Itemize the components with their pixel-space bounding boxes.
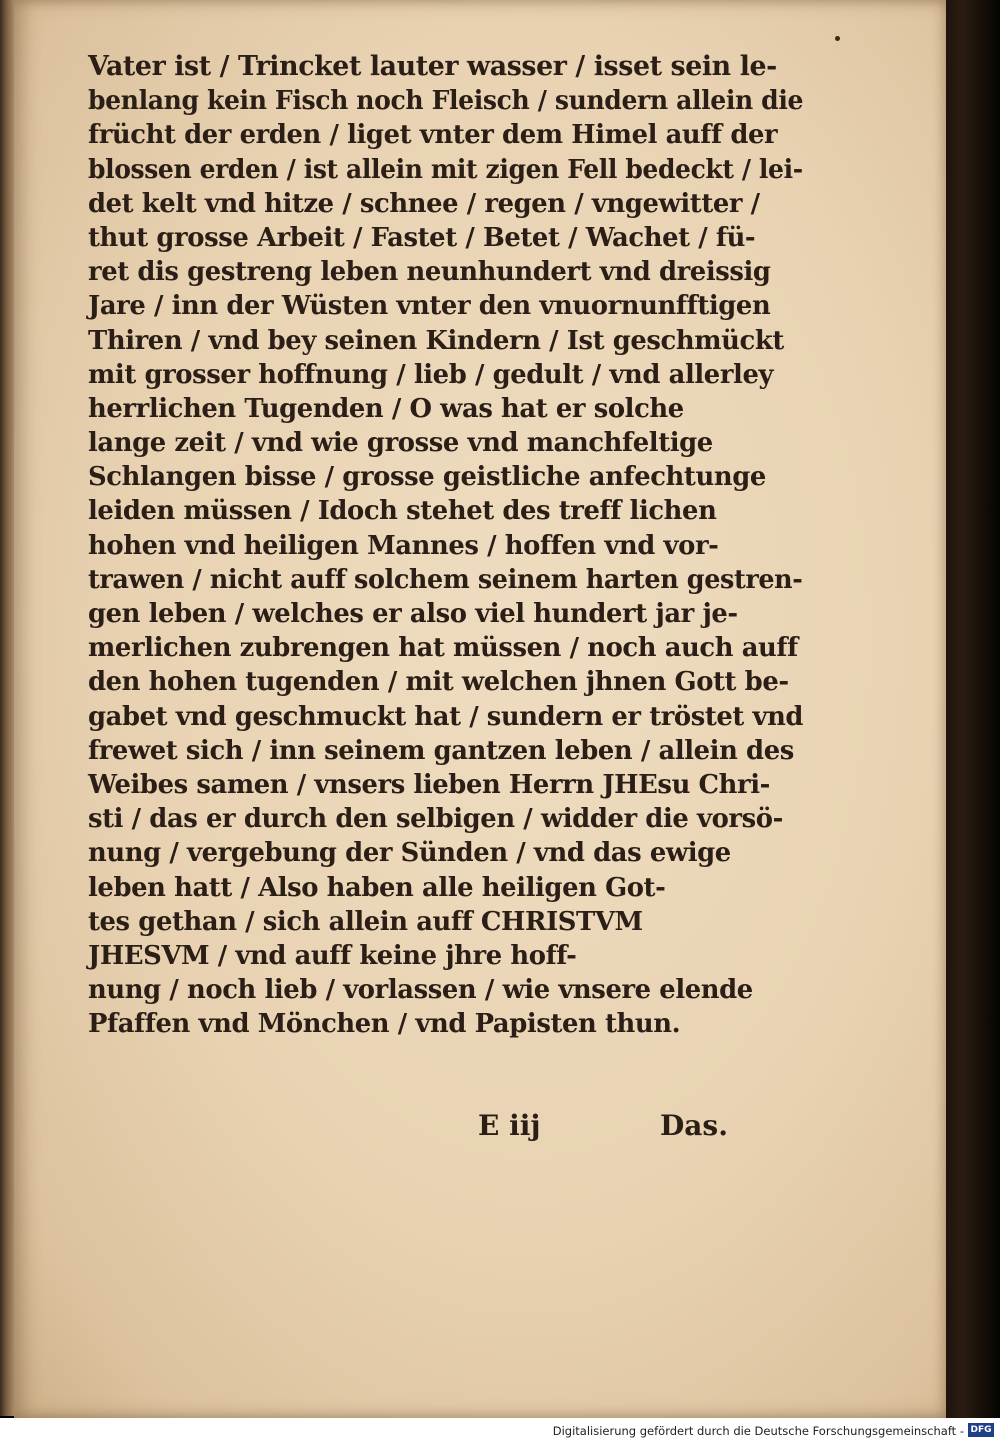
text-line: blossen erden / ist allein mit zigen Fell bedeckt / lei-	[88, 154, 803, 185]
signature-mark: E iij	[478, 1109, 541, 1142]
text-line: Thiren / vnd bey seinen Kindern / Ist geschmückt	[88, 325, 784, 356]
digitization-footer	[0, 1418, 1000, 1443]
text-line: trawen / nicht auff solchem seinem harten gestren-	[88, 564, 803, 595]
text-line: tes gethan / sich allein auff CHRISTVM	[88, 906, 643, 937]
page-fore-edge	[946, 0, 1000, 1418]
text-line: nung / vergebung der Sünden / vnd das ewige	[88, 838, 731, 869]
text-line: sti / das er durch den selbigen / widder die vorsö-	[88, 804, 783, 835]
text-line: Pfaffen vnd Mönchen / vnd Papisten thun.	[88, 1009, 681, 1040]
ink-speck	[835, 36, 840, 41]
text-line: merlichen zubrengen hat müssen / noch auch auff	[88, 633, 798, 664]
text-line: det kelt vnd hitze / schnee / regen / vngewitter /	[88, 188, 760, 219]
funding-credit: Digitalisierung gefördert durch die Deutsche Forschungsgemeinschaft -	[552, 1424, 964, 1438]
text-line: Weibes samen / vnsers lieben Herrn JHEsu Chri-	[88, 769, 771, 800]
text-line: Jare / inn der Wüsten vnter den vnuornunfftigen	[88, 291, 771, 322]
catchword: Das.	[660, 1109, 728, 1142]
text-line: lange zeit / vnd wie grosse vnd manchfeltige	[88, 428, 713, 459]
text-line: Vater ist / Trincket lauter wasser / isset sein le-	[88, 51, 777, 82]
text-line: leben hatt / Also haben alle heiligen Got-	[88, 872, 666, 903]
text-line: nung / noch lieb / vorlassen / wie vnsere elende	[88, 975, 753, 1006]
text-line: frewet sich / inn seinem gantzen leben / allein des	[88, 735, 794, 766]
text-line: thut grosse Arbeit / Fastet / Betet / Wachet / fü-	[88, 222, 756, 253]
text-line: frücht der erden / liget vnter dem Himel auff der	[88, 120, 778, 151]
text-line: Schlangen bisse / grosse geistliche anfechtunge	[88, 462, 766, 493]
text-line: gabet vnd geschmuckt hat / sundern er tröstet vnd	[88, 701, 804, 732]
text-line: den hohen tugenden / mit welchen jhnen Gott be-	[88, 667, 789, 698]
text-line: gen leben / welches er also viel hundert jar je-	[88, 599, 738, 629]
text-line: ret dis gestreng leben neunhundert vnd dreissig	[88, 257, 771, 288]
text-line: hohen vnd heiligen Mannes / hoffen vnd vor-	[88, 530, 719, 561]
dfg-logo-icon: DFG	[968, 1423, 994, 1437]
body-text	[88, 50, 808, 1041]
text-line: leiden müssen / Idoch stehet des treff lichen	[88, 496, 717, 527]
text-line: JHESVM / vnd auff keine jhre hoff-	[88, 940, 577, 971]
text-line: mit grosser hoffnung / lieb / gedult / vnd allerley	[88, 359, 774, 390]
text-line: herrlichen Tugenden / O was hat er solche	[88, 393, 684, 424]
text-line: benlang kein Fisch noch Fleisch / sundern allein die	[88, 86, 804, 117]
